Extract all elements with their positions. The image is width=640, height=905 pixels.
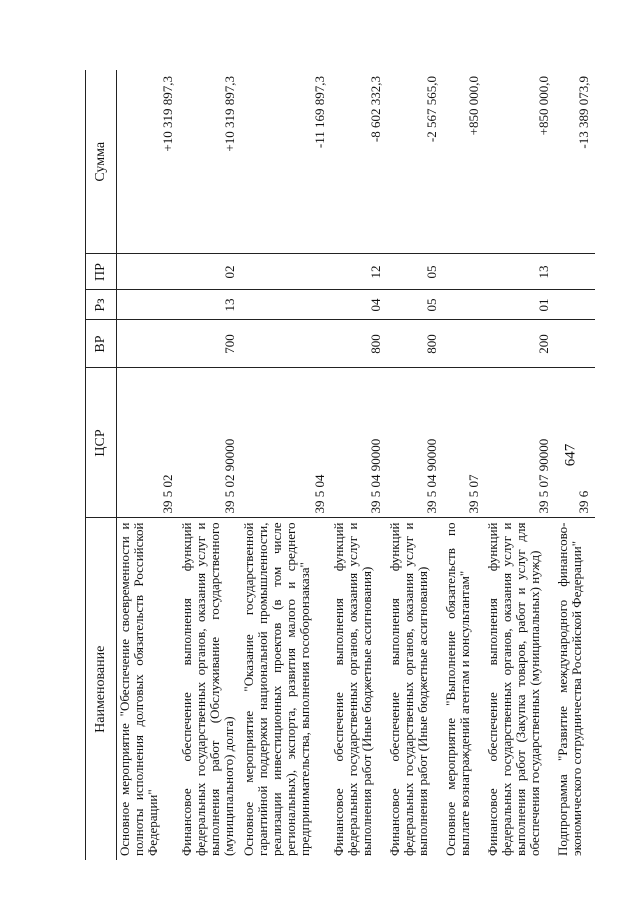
- row-rz: [241, 290, 331, 320]
- table-row: [179, 70, 241, 860]
- row-pr: [555, 254, 595, 290]
- header-sum: Сумма: [86, 70, 117, 254]
- row-pr: 13: [485, 254, 555, 290]
- header-vr: ВР: [86, 320, 117, 368]
- row-vr: 200: [485, 320, 555, 368]
- row-vr: 800: [331, 320, 387, 368]
- row-rz: [117, 290, 179, 320]
- row-pr: [117, 254, 179, 290]
- row-rz: [443, 290, 485, 320]
- row-csr: 39 5 04 90000: [387, 368, 443, 518]
- row-vr: 800: [387, 320, 443, 368]
- table-row: [485, 70, 555, 860]
- row-vr: [555, 320, 595, 368]
- header-csr: ЦСР: [86, 368, 117, 518]
- table-row: [443, 70, 485, 860]
- row-csr: 39 5 04: [241, 368, 331, 518]
- row-sum: +10 319 897,3: [221, 76, 237, 152]
- row-name: Основное мероприятие "Оказание государственной гарантийной поддержки национальной промышленности, реализации инвестиционных проектов (в том числе региональных), экспорта, развития малого и среднего предпринимательства, выполнения гособоронзаказа": [241, 518, 331, 860]
- row-csr: 39 5 07 90000: [485, 368, 555, 518]
- row-csr: 39 5 02 90000: [179, 368, 241, 518]
- row-sum: -11 169 897,3: [311, 76, 327, 149]
- row-csr: 39 6: [555, 368, 595, 518]
- row-pr: [443, 254, 485, 290]
- row-csr: 39 5 02: [117, 368, 179, 518]
- row-sum: +850 000,0: [535, 76, 551, 136]
- table-row: [117, 70, 179, 860]
- row-name: Финансовое обеспечение выполнения функций федеральных государственных органов, оказания услуг и выполнения работ (Иные бюджетные ассигнования): [387, 518, 443, 860]
- row-name: Финансовое обеспечение выполнения функций федеральных государственных органов, оказания услуг и выполнения работ (Закупка товаров, работ и услуг для обеспечения государственных (муниципальных) нужд): [485, 518, 555, 860]
- table-row: [555, 70, 595, 860]
- row-pr: [241, 254, 331, 290]
- table-row: [387, 70, 443, 860]
- row-vr: 700: [179, 320, 241, 368]
- row-vr: [241, 320, 331, 368]
- table-row: [241, 70, 331, 860]
- row-rz: 13: [179, 290, 241, 320]
- budget-table: [85, 70, 595, 860]
- row-name: Финансовое обеспечение выполнения функций федеральных государственных органов, оказания услуг и выполнения работ (Обслуживание государственного (муниципального) долга): [179, 518, 241, 860]
- row-csr: 39 5 04 90000: [331, 368, 387, 518]
- row-rz: 01: [485, 290, 555, 320]
- row-vr: [117, 320, 179, 368]
- header-rz: Рз: [86, 290, 117, 320]
- row-rz: 05: [387, 290, 443, 320]
- row-sum: -13 389 073,9: [575, 76, 591, 149]
- row-csr: 39 5 07: [443, 368, 485, 518]
- row-rz: [555, 290, 595, 320]
- table-header-row: [86, 70, 117, 860]
- page-number: 647: [562, 443, 579, 467]
- row-sum: +10 319 897,3: [159, 76, 175, 152]
- table-row: [331, 70, 387, 860]
- row-pr: 02: [179, 254, 241, 290]
- row-pr: 12: [331, 254, 387, 290]
- header-name: Наименование: [86, 518, 117, 860]
- row-sum: +850 000,0: [465, 76, 481, 136]
- header-pr: ПР: [86, 254, 117, 290]
- row-name: Основное мероприятие "Выполнение обязательств по выплате вознаграждений агентам и консультантам": [443, 518, 485, 860]
- row-sum: -2 567 565,0: [423, 76, 439, 143]
- row-name: Подпрограмма "Развитие международного финансово-экономического сотрудничества Российской Федерации": [555, 518, 595, 860]
- row-name: Основное мероприятие "Обеспечение своевременности и полноты исполнения долговых обязательств Российской Федерации": [117, 518, 179, 860]
- row-pr: 05: [387, 254, 443, 290]
- row-vr: [443, 320, 485, 368]
- row-sum: -8 602 332,3: [367, 76, 383, 143]
- row-rz: 04: [331, 290, 387, 320]
- row-name: Финансовое обеспечение выполнения функций федеральных государственных органов, оказания услуг и выполнения работ (Иные бюджетные ассигнования): [331, 518, 387, 860]
